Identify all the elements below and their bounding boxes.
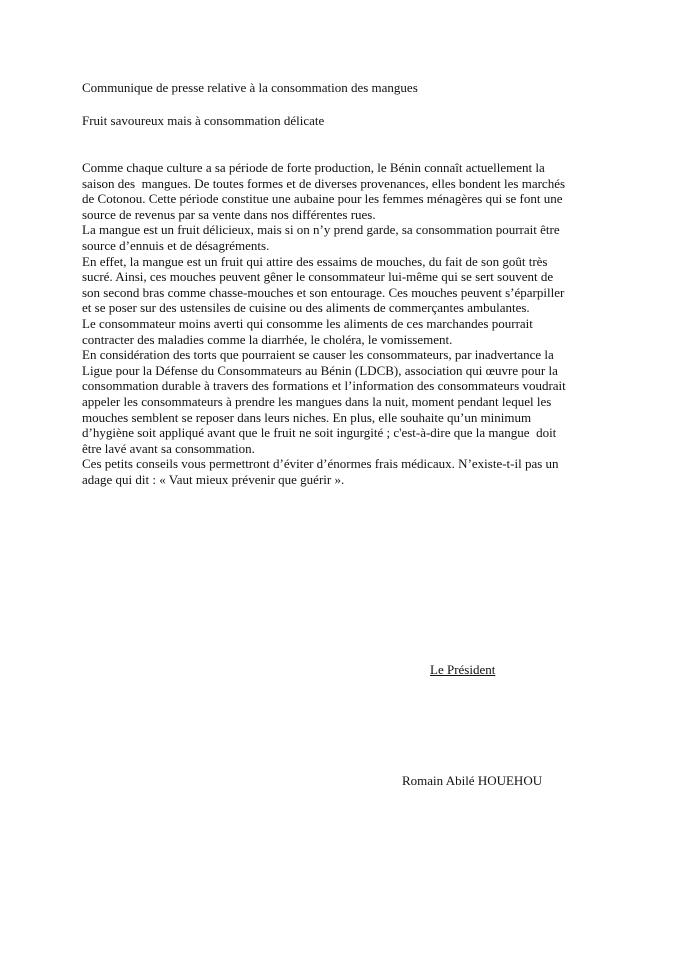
body-line: source d’ennuis et de désagréments. [82, 237, 270, 253]
body-line: contracter des maladies comme la diarrhée, le choléra, le vomissement. [82, 331, 453, 347]
body-line: de Cotonou. Cette période constitue une aubaine pour les femmes ménagères qui se font une [82, 191, 563, 207]
body-line: source de revenus par sa vente dans nos différentes rues. [82, 206, 376, 222]
body-line: appeler les consommateurs à prendre les mangues dans la nuit, moment pendant lequel les [82, 393, 552, 409]
body-line: La mangue est un fruit délicieux, mais si on n’y prend garde, sa consommation pourrait être [82, 222, 560, 238]
signature-name: Romain Abilé HOUEHOU [402, 773, 543, 788]
body-line: Comme chaque culture a sa période de forte production, le Bénin connaît actuellement la [82, 160, 545, 175]
body-line: être lavé avant sa consommation. [82, 440, 255, 456]
body-line: consommation durable à travers des formations et l’information des consommateurs voudrait [82, 378, 566, 394]
signature-title: Le Président [430, 662, 496, 677]
body-line: et se poser sur des ustensiles de cuisine ou des aliments de commerçantes ambulantes. [82, 300, 530, 316]
document-subtitle: Fruit savoureux mais à consommation délicate [82, 113, 325, 128]
body-line: En effet, la mangue est un fruit qui attire des essaims de mouches, du fait de son goût très [82, 253, 548, 269]
body-line: saison des mangues. De toutes formes et de diverses provenances, elles bondent les marchés [82, 175, 566, 191]
document-title: Communique de presse relative à la consommation des mangues [82, 80, 418, 95]
body-line: Ligue pour la Défense du Consommateurs au Bénin (LDCB), association qui œuvre pour la [82, 362, 558, 378]
body-line: En considération des torts que pourraient se causer les consommateurs, par inadvertance la [82, 347, 554, 363]
body-line: son second bras comme chasse-mouches et son entourage. Ces mouches peuvent s’éparpiller [82, 284, 565, 300]
body-line: Le consommateur moins averti qui consomme les aliments de ces marchandes pourrait [82, 315, 533, 331]
body-line: Ces petits conseils vous permettront d’éviter d’énormes frais médicaux. N’existe-t-il pas un [82, 456, 559, 472]
body-line: mouches semblent se reposer dans leurs niches. En plus, elle souhaite qu’un minimum [82, 409, 532, 425]
body-line: adage qui dit : « Vaut mieux prévenir que guérir ». [82, 471, 345, 487]
body-line: sucré. Ainsi, ces mouches peuvent gêner le consommateur lui-même qui se sert souvent de [82, 269, 554, 285]
body-line: d’hygiène soit appliqué avant que le fruit ne soit ingurgité ; c'est-à-dire que la mangue doit [82, 425, 557, 441]
document-body [82, 160, 582, 487]
